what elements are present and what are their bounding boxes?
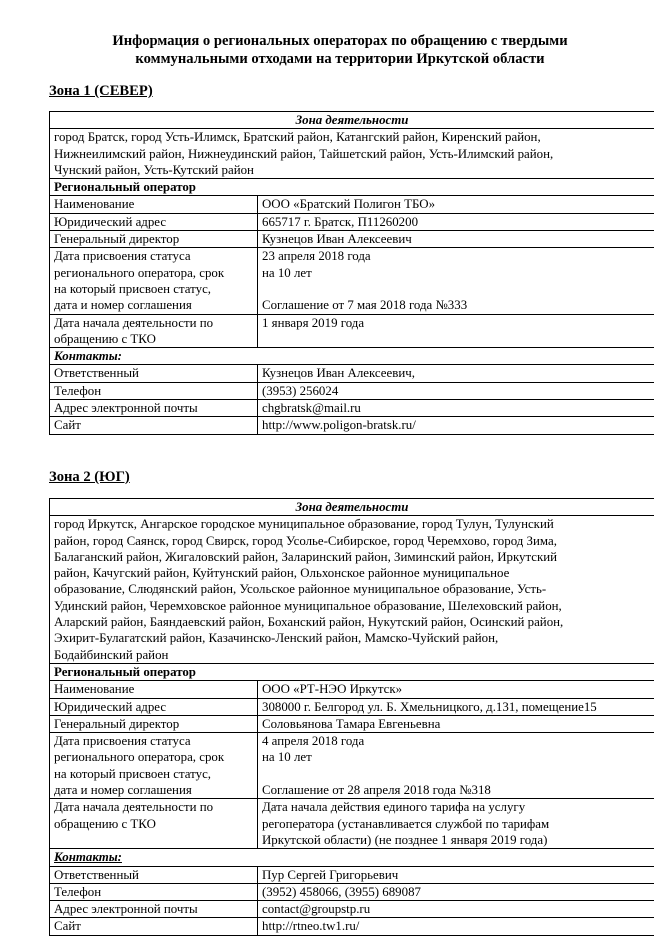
page-title (40, 32, 640, 68)
status-label-line: на который присвоен статус, (54, 281, 212, 296)
table-row (50, 231, 654, 248)
table-row (50, 883, 654, 900)
activity-line: район, Качугский район, Куйтунский район, Ольхонское районное муниципальное (54, 566, 510, 581)
status-value-line: 23 апреля 2018 года (262, 249, 371, 264)
start-value-line: 1 января 2019 года (262, 315, 365, 330)
activity-line: образование, Слюдянский район, Усольское районное муниципальное образование, Усть- (54, 582, 547, 597)
activity-line: Аларский район, Баяндаевский район, Боханский район, Нукутский район, Осинский район, (54, 615, 564, 630)
status-value-line (262, 281, 650, 297)
table-row (50, 112, 654, 129)
site-link[interactable]: http://rtneo.tw1.ru/ (258, 918, 654, 935)
address-value: 665717 г. Братск, П11260200 (258, 213, 654, 230)
activity-list (50, 129, 654, 179)
table-row (50, 681, 654, 698)
table-row (50, 348, 654, 365)
responsible-label: Ответственный (50, 365, 258, 382)
status-label-line: регионального оператора, срок (54, 265, 225, 280)
start-label (50, 314, 258, 348)
activity-header: Зона деятельности (50, 112, 654, 129)
status-label-line: Дата присвоения статуса (54, 734, 191, 749)
responsible-value: Кузнецов Иван Алексеевич, (258, 365, 654, 382)
director-value: Соловьянова Тамара Евгеньевна (258, 715, 654, 732)
activity-line: Нижнеилимский район, Нижнеудинский район, Тайшетский район, Усть-Илимский район, (54, 146, 554, 161)
status-value-line: Соглашение от 7 мая 2018 года №333 (262, 298, 468, 313)
name-value: ООО «Братский Полигон ТБО» (258, 196, 654, 213)
table-row (50, 516, 654, 664)
status-value-line: Соглашение от 28 апреля 2018 года №318 (262, 783, 491, 798)
name-value: ООО «РТ-НЭО Иркутск» (258, 681, 654, 698)
address-label: Юридический адрес (50, 698, 258, 715)
page-title-line: Информация о региональных операторах по обращению с твердыми (112, 33, 568, 49)
table-row (50, 179, 654, 196)
activity-line: Эхирит-Булагатский район, Казачинско-Ленский район, Мамско-Чуйский район, (54, 631, 499, 646)
status-label (50, 248, 258, 314)
name-label: Наименование (50, 196, 258, 213)
start-label-line: Дата начала деятельности по (54, 315, 214, 330)
status-value (258, 733, 654, 799)
start-label-line: обращению с ТКО (54, 331, 156, 346)
responsible-label: Ответственный (50, 866, 258, 883)
status-label-line: дата и номер соглашения (54, 783, 192, 798)
table-row (50, 499, 654, 516)
status-label-line: на который присвоен статус, (54, 766, 212, 781)
activity-line: город Иркутск, Ангарское городское муниципальное образование, город Тулун, Тулунский (54, 517, 554, 532)
status-label-line: Дата присвоения статуса (54, 249, 191, 264)
table-row (50, 248, 654, 314)
site-label: Сайт (50, 918, 258, 935)
table-row (50, 849, 654, 866)
contacts-header: Контакты: (50, 348, 654, 365)
page-title-line: коммунальными отходами на территории Иркутской области (135, 51, 545, 67)
zone2-title: Зона 2 (ЮГ) (49, 469, 130, 485)
start-value-line: регоператора (устанавливается службой по тарифам (262, 816, 550, 831)
activity-list (50, 516, 654, 664)
name-label: Наименование (50, 681, 258, 698)
start-label-line: Дата начала деятельности по (54, 800, 214, 815)
director-value: Кузнецов Иван Алексеевич (258, 231, 654, 248)
table-row (50, 715, 654, 732)
contacts-header: Контакты: (50, 849, 654, 866)
activity-line: Бодайбинский район (54, 647, 169, 662)
zone2-table (49, 498, 654, 936)
start-label (50, 799, 258, 849)
status-label-line: дата и номер соглашения (54, 298, 192, 313)
table-row (50, 196, 654, 213)
email-label: Адрес электронной почты (50, 901, 258, 918)
site-link[interactable]: http://www.poligon-bratsk.ru/ (258, 417, 654, 434)
operator-header: Региональный оператор (50, 179, 654, 196)
zone1-table (49, 111, 654, 435)
status-label (50, 733, 258, 799)
activity-line: Балаганский район, Жигаловский район, Заларинский район, Зиминский район, Иркутский (54, 549, 558, 564)
table-row (50, 213, 654, 230)
email-value[interactable]: chgbratsk@mail.ru (258, 400, 654, 417)
zone1-title: Зона 1 (СЕВЕР) (49, 83, 153, 99)
table-row (50, 733, 654, 799)
address-label: Юридический адрес (50, 213, 258, 230)
activity-header: Зона деятельности (50, 499, 654, 516)
table-row (50, 663, 654, 680)
activity-line: Удинский район, Черемховское районное муниципальное образование, Шелеховский район, (54, 598, 562, 613)
phone-value: (3952) 458066, (3955) 689087 (258, 883, 654, 900)
table-row (50, 918, 654, 935)
start-value-line: Иркутской области) (не позднее 1 января 2019 года) (262, 832, 548, 847)
table-row (50, 901, 654, 918)
phone-label: Телефон (50, 883, 258, 900)
director-label: Генеральный директор (50, 231, 258, 248)
start-value (258, 314, 654, 348)
address-value: 308000 г. Белгород ул. Б. Хмельницкого, д.131, помещение15 (258, 698, 654, 715)
table-row (50, 314, 654, 348)
site-label: Сайт (50, 417, 258, 434)
activity-line: Чунский район, Усть-Кутский район (54, 162, 254, 177)
operator-header: Региональный оператор (50, 663, 654, 680)
status-value (258, 248, 654, 314)
table-row (50, 799, 654, 849)
activity-line: город Братск, город Усть-Илимск, Братский район, Катангский район, Киренский район, (54, 130, 541, 145)
responsible-value: Пур Сергей Григорьевич (258, 866, 654, 883)
table-row (50, 382, 654, 399)
email-value[interactable]: contact@groupstp.ru (258, 901, 654, 918)
start-label-line: обращению с ТКО (54, 816, 156, 831)
activity-line: район, город Саянск, город Свирск, город Усолье-Сибирское, город Черемхово, город Зима, (54, 533, 557, 548)
table-row (50, 866, 654, 883)
director-label: Генеральный директор (50, 715, 258, 732)
status-value-line: на 10 лет (262, 750, 312, 765)
table-row (50, 698, 654, 715)
status-value-line: 4 апреля 2018 года (262, 734, 365, 749)
status-value-line (262, 766, 650, 782)
phone-label: Телефон (50, 382, 258, 399)
table-row (50, 400, 654, 417)
table-row (50, 417, 654, 434)
table-row (50, 129, 654, 179)
phone-value: (3953) 256024 (258, 382, 654, 399)
status-value-line: на 10 лет (262, 265, 312, 280)
email-label: Адрес электронной почты (50, 400, 258, 417)
status-label-line: регионального оператора, срок (54, 750, 225, 765)
table-row (50, 365, 654, 382)
start-value-line: Дата начала действия единого тарифа на услугу (262, 800, 526, 815)
start-value (258, 799, 654, 849)
